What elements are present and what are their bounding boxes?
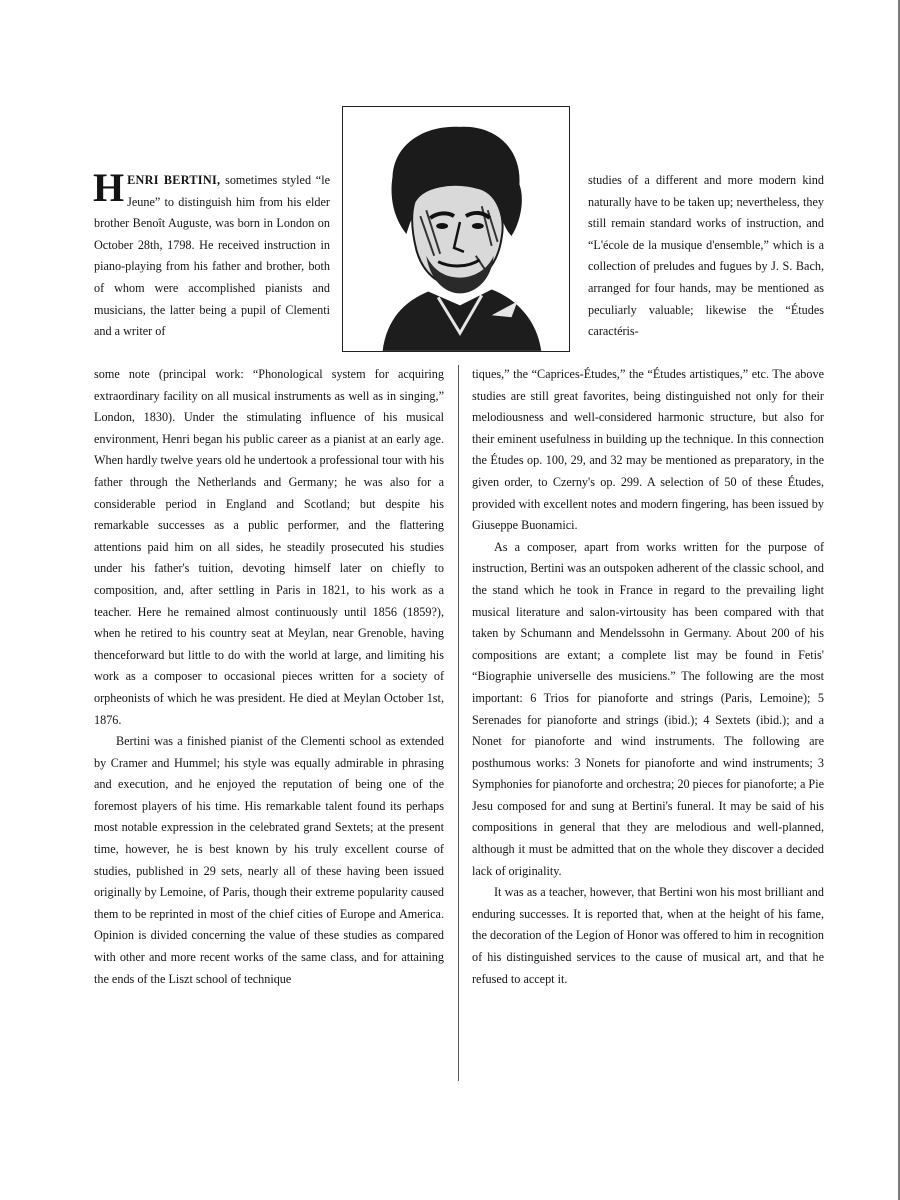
studies-paragraph-start: studies of a different and more modern kind naturally have to be taken up; nevertheless, they still remain standard works of instruction, and “L'école de la musique d'ensemble,” which is a collection of preludes and fugues by J. S. Bach, arranged for four hands, may be mentioned as peculiarly valuable; likewise the “Études caractéris- xyxy=(588,173,824,339)
pianist-paragraph: Bertini was a finished pianist of the Clementi school as extended by Cramer and Hummel; his style was equally admirable in phrasing and execution, and he enjoyed the reputation of being one of the foremost players of his time. His remarkable talent found its perhaps most notable expression in the celebrated grand Sextets; at the present time, however, he is best known by his truly excellent course of studies, published in 29 sets, nearly all of these having been issued originally by Lemoine, of Paris, though their extreme popularity caused them to be reprinted in most of the chief cities of Europe and America. Opinion is divided concerning the value of these studies as compared with other and more recent works of the same class, and for attaining the ends of the Liszt school of technique xyxy=(94,734,444,986)
column-left-top xyxy=(93,165,331,343)
subject-name: ENRI BERTINI, xyxy=(127,173,221,187)
intro-text: sometimes styled “le Jeune” to distinguish him from his elder brother Benoît Auguste, was born in London on October 28th, 1798. He received instruction in piano-playing from his father and brother, both of whom were accomplished pianists and musicians, the latter being a pupil of Clementi and a writer of xyxy=(94,173,331,339)
column-right-body xyxy=(472,364,824,990)
portrait-engraving xyxy=(342,106,570,352)
column-left-body xyxy=(94,364,444,990)
teacher-paragraph: It was as a teacher, however, that Bertini won his most brilliant and enduring successes. It is reported that, when at the height of his fame, the decoration of the Legion of Honor was offered to him in recognition of his distinguished services to the cause of musical art, and that he refused to accept it. xyxy=(472,885,824,986)
portrait-image xyxy=(343,107,569,351)
intro-paragraph xyxy=(93,165,331,343)
column-divider xyxy=(458,365,459,1081)
column-right-top xyxy=(588,170,824,343)
composer-paragraph: As a composer, apart from works written for the purpose of instruction, Bertini was an outspoken adherent of the classic school, and the stand which he took in France in regard to the prevailing light musical literature and salon-virtousity has been compared with that taken by Schumann and Mendelssohn in Germany. About 200 of his compositions are extant; a complete list may be found in Fetis' “Biographie universelle des musiciens.” The following are the most important: 6 Trios for pianoforte and strings (Paris, Lemoine); 5 Serenades for pianoforte and strings (ibid.); 4 Sextets (ibid.); and a Nonet for pianoforte and wind instruments. The following are posthumous works: 3 Nonets for pianoforte and wind instruments; 3 Symphonies for pianoforte and orchestra; 20 pieces for pianoforte; a Pie Jesu composed for and sung at Bertini's funeral. It may be said of his compositions in general that they are melodious and well-planned, although it must be admitted that on the whole they discover a decided lack of originality. xyxy=(472,539,824,878)
studies-paragraph-continued: tiques,” the “Caprices-Études,” the “Études artistiques,” etc. The above studies are still great favorites, being distinguished not only for their melodiousness and well-considered harmonic structure, but also for their eminent usefulness in building up the technique. In this connection the Études op. 100, 29, and 32 may be mentioned as preparatory, in the given order, to Czerny's op. 299. A selection of 50 of these Études, provided with excellent notes and modern fingering, has been issued by Giuseppe Buonamici. xyxy=(472,367,824,533)
biography-paragraph: some note (principal work: “Phonological system for acquiring extraordinary facility on all musical instruments as well as in singing,” London, 1830). Under the stimulating influence of his musical environment, Henri began his public career as a pianist at an early age. When hardly twelve years old he undertook a professional tour with his father through the Netherlands and Germany; he was also for a considerable period in England and Scotland; but despite his remarkable successes as a public performer, and the flattering attentions paid him on all sides, he steadily prosecuted his studies under his father's tuition, devoting himself later on chiefly to composition, and, after settling in Paris in 1821, to his work as a teacher. Here he remained almost continuously until 1856 (1859?), when he retired to his country seat at Meylan, near Grenoble, having thenceforward but little to do with the world at large, and limiting his work as a composer to occasional pieces written for a society of orpheonists of which he was president. He died at Meylan October 1st, 1876. xyxy=(94,367,444,727)
drop-cap: H xyxy=(93,165,125,210)
